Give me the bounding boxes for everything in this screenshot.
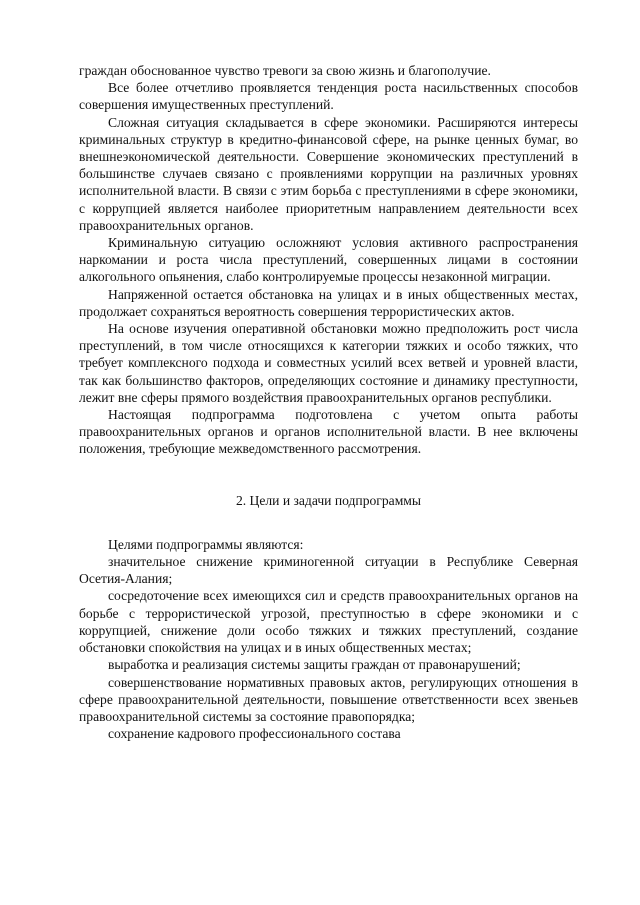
list-item: выработка и реализация системы защиты граждан от правонарушений; [108,657,521,673]
paragraph: Настоящая подпрограмма подготовлена с учетом опыта работы правоохранительных органов и органов исполнительной власти. В нее включены положения, требующие межведомственного рассмотрения. [79,407,578,457]
paragraph: Сложная ситуация складывается в сфере экономики. Расширяются интересы криминальных структур в кредитно-финансовой сфере, на рынке ценных бумаг, во внешнеэкономической деятельности. Совершение экономических преступлений в большинстве случаев связано с проявлениями коррупции на различных уровнях исполнительной власти. В связи с этим борьба с преступлениями в сфере экономики, с коррупцией является наиболее приоритетным направлением деятельности всех правоохранительных органов. [79,114,578,233]
paragraph: Криминальную ситуацию осложняют условия активного распространения наркомании и роста числа преступлений, совершенных лицами в состоянии алкогольного опьянения, слабо контролируемые процессы незаконной миграции. [79,235,578,285]
list-item: сохранение кадрового профессионального состава [108,726,401,742]
paragraph: Все более отчетливо проявляется тенденция роста насильственных способов совершения имущественных преступлений. [79,80,578,113]
list-item: сосредоточение всех имеющихся сил и средств правоохранительных органов на борьбе с террористической угрозой, преступностью в сфере экономики и с коррупцией, снижение доли особо тяжких и тяжких преступлений, создание обстановки спокойствия на улицах и в иных общественных местах; [79,588,578,656]
paragraph: Напряженной остается обстановка на улицах и в иных общественных местах, продолжает сохраняться вероятность совершения террористических актов. [79,286,578,319]
list-item: совершенствование нормативных правовых актов, регулирующих отношения в сфере правоохранительной деятельности, повышение ответственности всех звеньев правоохранительной системы за состояние правопорядка; [79,674,578,724]
section-heading: 2. Цели и задачи подпрограммы [235,492,422,508]
paragraph-continuation: граждан обоснованное чувство тревоги за свою жизнь и благополучие. [79,63,491,78]
paragraph: На основе изучения оперативной обстановки можно предположить рост числа преступлений, в том числе относящихся к категории тяжких и особо тяжких, что требует комплексного подхода и совместных усилий всех ветвей и уровней власти, так как большинство факторов, определяющих состояние и динамику преступности, лежит вне сферы прямого воздействия правоохранительных органов республики. [79,321,578,405]
list-item: значительное снижение криминогенной ситуации в Республике Северная Осетия-Алания; [79,554,578,587]
paragraph: Целями подпрограммы являются: [108,536,304,552]
